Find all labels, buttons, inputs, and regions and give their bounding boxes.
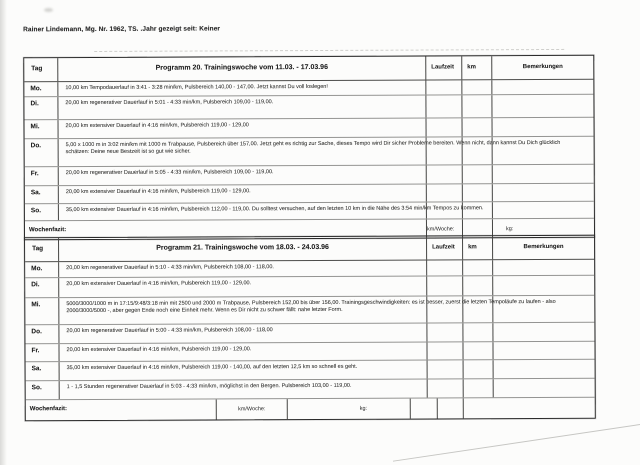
km-woche-cell [217, 399, 288, 419]
km-cell [464, 379, 494, 397]
workout-text: 10,00 km Tempodauerlauf in 3:41 - 3:28 min/km, Pulsbereich 140,00 - 147,00. Jetzt kannst Du voll loslegen! [65, 83, 328, 92]
table-row-thursday [25, 323, 594, 344]
km-cell [462, 95, 492, 117]
bemerkungen-cell [493, 165, 594, 183]
wochenfazit-label: Wochenfazit: [29, 406, 68, 413]
day-cell [25, 325, 59, 343]
workout-cell [59, 203, 484, 221]
column-header-bemerkungen: Bemerkungen [522, 63, 563, 71]
day-cell [25, 186, 59, 203]
scan-artifact-dashed-line [94, 49, 564, 52]
km-cell [463, 323, 493, 341]
document-header-line: Rainer Lindemann, Mg. Nr. 1962, TS. .Jahr gezeigt seit: Keiner [23, 25, 221, 34]
laufzeit-header-label: Laufzeit [431, 64, 454, 71]
workout-text: 1 - 1,5 Stunden regenerativer Dauerlauf in 5:03 - 4:33 min/km, möglichst in den Bergen. Pulsbereich 103,00 - 119,00. [66, 382, 352, 391]
workout-cell [59, 185, 427, 204]
bemerkungen-cell [493, 323, 594, 341]
bemerkungen-cell [493, 276, 594, 295]
day-label: Do. [31, 328, 42, 336]
laufzeit-cell [428, 379, 464, 397]
workout-text: 20,00 km regenerativer Dauerlauf in 5:00 - 4:33 min/km, Pulsbereich 108,00 - 118,00 [66, 327, 273, 335]
week-summary-row [26, 398, 595, 420]
kg-label: kg: [505, 226, 514, 233]
table-row-sunday [26, 379, 595, 400]
column-header-laufzeit [427, 236, 463, 259]
laufzeit-cell [427, 276, 463, 295]
day-cell [25, 344, 59, 361]
day-label: Sa. [31, 365, 42, 373]
day-label: Di. [30, 100, 39, 108]
workout-text: 20,00 km extensiver Dauerlauf in 4:16 min/km, Pulsbereich 119,00 - 129,00. [66, 346, 252, 354]
table-row-wednesday [25, 118, 594, 139]
table-row-friday [25, 165, 594, 186]
day-cell [26, 362, 60, 380]
laufzeit-header-label: Laufzeit [432, 244, 455, 251]
day-label: Mo. [30, 85, 42, 93]
day-cell [24, 97, 58, 119]
workout-cell [59, 261, 427, 278]
table-row-saturday [26, 360, 595, 381]
day-cell [25, 139, 59, 166]
tag-header-label: Tag [31, 65, 43, 73]
bemerkungen-cell [494, 379, 595, 397]
km-header-label: km [467, 64, 476, 71]
workout-cell [59, 324, 427, 344]
workout-cell [59, 277, 427, 298]
day-label: Sa. [30, 189, 41, 197]
km-woche-label: km/Woche: [426, 226, 455, 233]
training-table-week-20 [23, 55, 595, 240]
day-label: Di. [31, 281, 40, 289]
laufzeit-cell [427, 118, 463, 136]
wochenfazit-cell [26, 399, 217, 420]
workout-cell [60, 380, 428, 400]
column-header-km [462, 56, 492, 79]
laufzeit-cell [427, 184, 463, 201]
column-header-km [463, 236, 493, 259]
workout-text: 20,00 km regenerativer Dauerlauf in 5:01 - 4:33 min/km, Pulsbereich 109,00 - 119,00. [65, 99, 274, 107]
table-row-tuesday [25, 276, 594, 298]
bemerkungen-cell [493, 118, 594, 136]
bemerkungen-cell [493, 342, 594, 359]
km-cell [463, 260, 493, 275]
day-label: Mi. [30, 123, 40, 131]
workout-text: 20,00 km extensiver Dauerlauf in 4:16 min/km, Pulsbereich 119,00 - 129,00 [65, 122, 249, 130]
table-header-row [25, 236, 594, 262]
column-header-bemerkungen: Bemerkungen [523, 243, 564, 251]
workout-text: 20,00 km regenerativer Dauerlauf in 5:10 - 4:33 min/km, Pulsbereich 108,00 - 118,00. [66, 264, 274, 272]
laufzeit-cell [427, 260, 463, 275]
workout-cell [59, 166, 427, 186]
column-header-laufzeit [426, 56, 462, 79]
bemerkungen-cell [493, 184, 594, 201]
workout-text: 35,00 km extensiver Dauerlauf in 4:16 min/km, Pulsbereich 119,00 - 140,00, auf den letzten 12,5 km so schnell es geht. [66, 363, 358, 372]
km-cell [463, 276, 493, 295]
training-table-week-21 [24, 235, 596, 421]
tag-header-label: Tag [32, 245, 44, 253]
week2-title: Programm 21. Trainingswoche vom 18.03. - 24.03.96 [59, 237, 427, 262]
workout-text: 20,00 km regenerativer Dauerlauf in 5:05 - 4:33 min/km, Pulsbereich 109,00 - 119,00. [65, 169, 274, 177]
km-header-label: km [468, 244, 477, 251]
day-cell [25, 278, 59, 297]
table-row-tuesday [24, 95, 593, 120]
day-label: Do. [30, 142, 42, 150]
day-cell [25, 204, 59, 220]
workout-cell [60, 361, 428, 381]
workout-cell [59, 119, 427, 139]
empty-cell [464, 398, 595, 419]
day-cell [24, 82, 58, 96]
day-label: Mi. [31, 301, 41, 309]
week1-title: Programm 20. Trainingswoche vom 11.03. - 17.03.96 [58, 57, 426, 82]
day-label: Fr. [31, 347, 40, 355]
kg-cell [288, 399, 411, 420]
km-cell [462, 80, 492, 94]
workout-cell [58, 96, 426, 120]
day-label: So. [30, 207, 42, 215]
day-label: So. [31, 384, 42, 392]
scan-artifact-diagonal-line [393, 422, 640, 461]
laufzeit-cell [426, 95, 462, 117]
workout-cell [59, 138, 561, 167]
day-label: Fr. [30, 170, 39, 178]
day-label: Mo. [31, 265, 43, 273]
bemerkungen-cell [492, 80, 593, 94]
table-header-row [24, 56, 593, 82]
km-cell [463, 184, 493, 201]
wochenfazit-label: Wochenfazit: [28, 227, 67, 234]
bemerkungen-cell [493, 260, 594, 275]
workout-text: 5000/3000/1000 m in 17:15/9:48/3:18 min mit 2500 und 2000 m Trabpause, Pulsbereich 152,00 bis über 156,00. Trainingsgeschwindigkeiten: es ist besser, zuerst die letzten Tempoläufe zu laufen - also 2000/3000/5000 -, aber gegen Ende noch eine Einheit mehr. Wenn es Dir nicht zu schwer fällt: nahe letzter Form. [66, 298, 556, 315]
kg-label: kg: [359, 405, 368, 412]
empty-cell [438, 398, 464, 418]
km-cell [463, 342, 493, 359]
bemerkungen-cell [492, 95, 593, 117]
column-header-tag [24, 58, 58, 81]
day-cell [25, 120, 59, 138]
km-cell [463, 165, 493, 183]
workout-text: 5,00 x 1000 m in 3:02 min/km mit 1000 m Trabpause, Pulsbereich über 157,00. Jetzt geht es richtig zur Sache, dieses Tempo wird Dir sicher Probleme bereiten. Wenn nicht, dann kannst Du Dich glücklich schätzen: Deine neue Bestzeit ist so gut wie sicher. [65, 139, 561, 156]
column-header-tag [25, 238, 59, 261]
day-cell [25, 298, 59, 324]
table-row-wednesday [25, 296, 594, 325]
km-cell [463, 118, 493, 136]
workout-text: 35,00 km extensiver Dauerlauf in 4:16 min/km, Pulsbereich 112,00 - 119,00. Du solltest versuchen, auf den letzten 10 km in die Nähe des 3:54 min/km Tempos zu kommen. [65, 205, 484, 214]
workout-cell [58, 81, 426, 97]
workout-cell [59, 343, 427, 362]
laufzeit-cell [426, 80, 462, 94]
workout-text: 20,00 km extensiver Dauerlauf in 4:16 min/km, Pulsbereich 119,00 - 129,00. [66, 280, 252, 288]
workout-text: 20,00 km extensiver Dauerlauf in 4:16 min/km, Pulsbereich 119,00 - 129,00. [65, 188, 251, 196]
laufzeit-cell [427, 342, 463, 359]
workout-cell [59, 297, 556, 325]
day-cell [25, 262, 59, 277]
day-cell [26, 381, 60, 399]
day-cell [25, 167, 59, 185]
km-woche-label: km/Woche: [238, 406, 266, 413]
empty-cell [411, 398, 438, 418]
laufzeit-cell [427, 323, 463, 341]
laufzeit-cell [427, 165, 463, 183]
table-row-thursday [25, 137, 594, 167]
